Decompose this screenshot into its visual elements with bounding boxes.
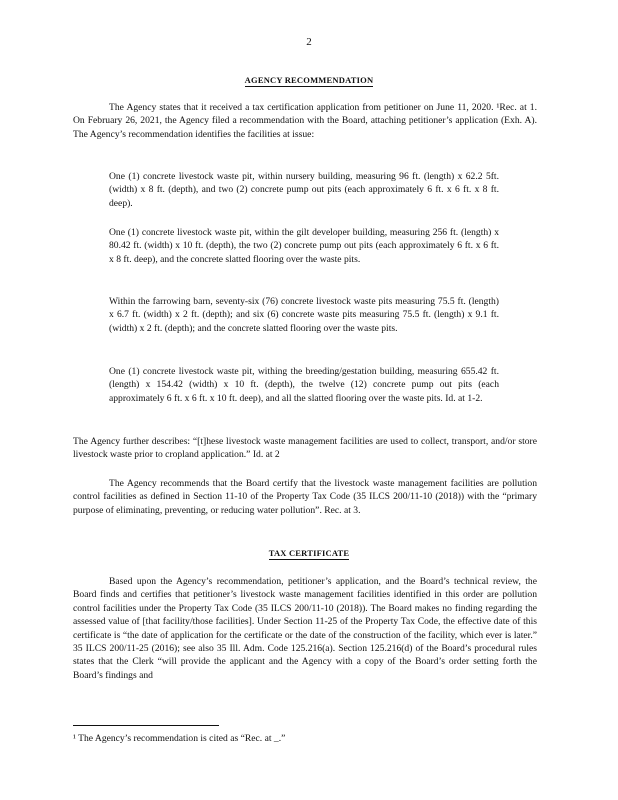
facility-item-gilt-developer: One (1) concrete livestock waste pit, within the gilt developer building, measuring 256 ft. (length) x 80.42 ft. (width) x 10 ft. (depth), the two (2) concrete pump out pits (each approximately 6 ft. x 6 ft. x 8 ft. deep), and the concrete slatted flooring over the waste pits. xyxy=(109,227,499,265)
paragraph-agency-receipt: The Agency states that it received a tax certification application from petitioner on June 11, 2020. ¹Rec. at 1. On February 26, 2021, the Agency filed a recommendation with the Board, attaching petitioner’s application (Exh. A). The Agency’s recommendation identifies the facilities at issue: xyxy=(73,102,537,140)
paragraph-agency-recommends: The Agency recommends that the Board certify that the livestock waste management facilities are pollution control facilities as defined in Section 11-10 of the Property Tax Code (35 ILCS 200/11-10 (2018)) with the “primary purpose of eliminating, preventing, or reducing water pollution”. Rec. at 3. xyxy=(73,478,537,516)
footnote: ¹ The Agency’s recommendation is cited as “Rec. at _.” xyxy=(73,733,286,744)
facility-item-nursery: One (1) concrete livestock waste pit, within nursery building, measuring 96 ft. (length) x 62.2 5ft. (width) x 8 ft. (depth), and two (2) concrete pump out pits (each approximately 6 ft. x 6 ft. x 8 ft. deep). xyxy=(109,171,499,209)
paragraph-agency-description: The Agency further describes: “[t]hese livestock waste management facilities are used to collect, transport, and/or store livestock waste prior to cropland application.” Id. at 2 xyxy=(73,436,537,461)
tax-certificate-heading: TAX CERTIFICATE xyxy=(268,548,350,558)
facility-item-breeding-gestation: One (1) concrete livestock waste pit, withing the breeding/gestation building, measuring 655.42 ft. (length) x 154.42 (width) x 10 ft. (depth), the twelve (12) concrete pump out pits (each approximately 6 ft. x 6 ft. x 10 ft. deep), and all the slatted flooring over the waste pits. Id. at 1-2. xyxy=(109,366,499,404)
agency-recommendation-heading: AGENCY RECOMMENDATION xyxy=(244,75,374,85)
footnote-divider xyxy=(73,725,219,726)
page-number: 2 xyxy=(306,36,312,48)
facility-item-farrowing-barn: Within the farrowing barn, seventy-six (76) concrete livestock waste pits measuring 75.5 ft. (length) x 6.7 ft. (width) x 2 ft. (depth); and six (6) concrete waste pits measuring 75.5 ft. (length) x 9.1 ft. (width) x 2 ft. (depth); and the concrete slatted flooring over the waste pits. xyxy=(109,296,499,334)
paragraph-board-findings: Based upon the Agency’s recommendation, petitioner’s application, and the Board’s technical review, the Board finds and certifies that petitioner’s livestock waste management facilities identified in this order are pollution control facilities under the Property Tax Code (35 ILCS 200/11-10 (2018)). The Board makes no finding regarding the assessed value of [that facility/those facilities]. Under Section 11-25 of the Property Tax Code, the effective date of this certificate is “the date of application for the certificate or the date of the construction of the facility, which ever is later.” 35 ILCS 200/11-25 (2016); see also 35 Ill. Adm. Code 125.216(a). Section 125.216(d) of the Board’s procedural rules states that the Clerk “will provide the applicant and the Agency with a copy of the Board’s order setting forth the Board’s findings and xyxy=(73,576,537,681)
